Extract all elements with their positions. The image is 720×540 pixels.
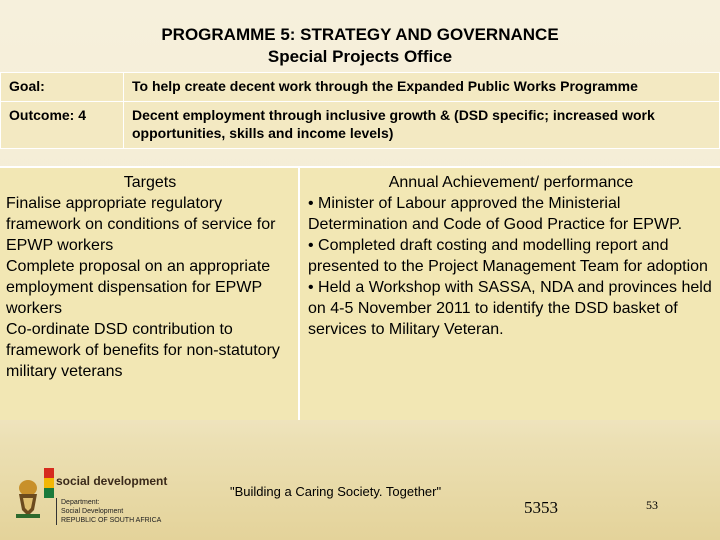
dept-line: Department: xyxy=(61,499,100,506)
page-number: 53 xyxy=(646,498,658,512)
goal-row xyxy=(1,73,720,102)
slide-code: 5353 xyxy=(524,498,558,517)
targets-column xyxy=(0,168,300,420)
outcome-text: Decent employment through inclusive growth & (DSD specific; increased work opportunities, skills and income levels) xyxy=(124,102,720,149)
title-line-1: PROGRAMME 5: STRATEGY AND GOVERNANCE xyxy=(161,25,559,44)
target-item: Co-ordinate DSD contribution to framework of benefits for non-statutory military veterans xyxy=(6,321,280,380)
flag-stripe-icon xyxy=(44,468,54,498)
achievement-item: • Completed draft costing and modelling report and presented to the Project Management Team for adoption xyxy=(308,237,708,275)
coat-of-arms-icon xyxy=(12,476,44,520)
department-text xyxy=(56,498,161,525)
goal-text: To help create decent work through the Expanded Public Works Programme xyxy=(124,73,720,102)
dept-line: Social Development xyxy=(61,508,124,515)
achievement-item: • Minister of Labour approved the Ministerial Determination and Code of Good Practice for EPWP. xyxy=(308,195,683,233)
outcome-row xyxy=(1,102,720,149)
outcome-label: Outcome: 4 xyxy=(1,102,124,149)
dept-line: REPUBLIC OF SOUTH AFRICA xyxy=(61,517,162,524)
goal-label: Goal: xyxy=(1,73,124,102)
targets-panel xyxy=(0,166,720,420)
achievement-heading: Annual Achievement/ performance xyxy=(388,174,634,191)
brand-name: social development xyxy=(56,474,168,488)
slogan: "Building a Caring Society. Together" xyxy=(230,484,442,499)
title-line-2: Special Projects Office xyxy=(267,47,453,66)
page-title xyxy=(0,24,720,68)
achievement-item: • Held a Workshop with SASSA, NDA and provinces held on 4-5 November 2011 to identify the DSD basket of services to Military Veteran. xyxy=(308,279,712,338)
target-item: Complete proposal on an appropriate employment dispensation for EPWP workers xyxy=(6,258,271,317)
goal-outcome-table xyxy=(0,72,720,149)
footer xyxy=(0,418,720,540)
department-logo xyxy=(10,468,170,538)
achievement-column xyxy=(300,168,720,420)
target-item: Finalise appropriate regulatory framework on conditions of service for EPWP workers xyxy=(6,195,276,254)
targets-heading: Targets xyxy=(123,174,177,191)
